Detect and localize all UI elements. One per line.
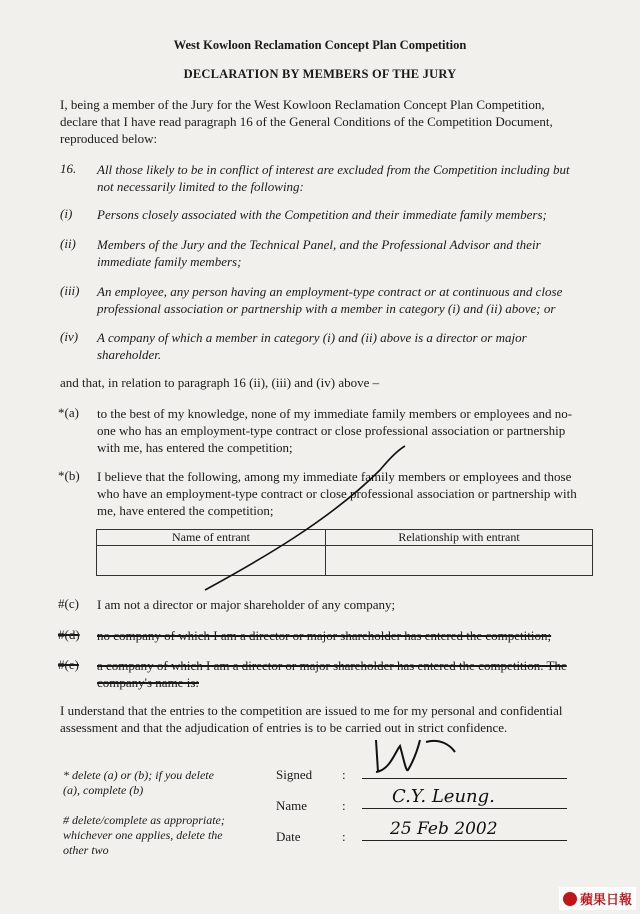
- clause-line: a company of which I am a director or major shareholder has entered the competition. The: [97, 658, 567, 673]
- clause-line: I believe that the following, among my immediate family members or employees and those: [97, 469, 572, 484]
- item-line: A company of which a member in category (i) and (ii) above is a director or major: [97, 330, 527, 345]
- note-line: # delete/complete as appropriate;: [63, 813, 225, 827]
- doc-title: West Kowloon Reclamation Concept Plan Competition: [173, 38, 467, 52]
- para16-line: not necessarily limited to the following:: [97, 179, 304, 194]
- item-line: immediate family members;: [97, 254, 242, 269]
- intro-line: declare that I have read paragraph 16 of the General Conditions of the Competition Document,: [60, 114, 553, 129]
- note-line: other two: [63, 843, 109, 857]
- name-colon: :: [342, 798, 346, 813]
- date-handwritten: 25 Feb 2002: [390, 819, 498, 839]
- table-header-name: Name of entrant: [97, 530, 326, 546]
- clause-b-number: *(b): [58, 468, 80, 483]
- item-number: (iv): [60, 329, 79, 344]
- clause-line: me, have entered the competition;: [97, 503, 274, 518]
- item-number: (i): [60, 206, 73, 221]
- intro-line: reproduced below:: [60, 131, 158, 146]
- intro-line: I, being a member of the Jury for the West Kowloon Reclamation Concept Plan Competition,: [60, 97, 545, 112]
- item-line: Persons closely associated with the Competition and their immediate family members;: [97, 207, 547, 222]
- understand-line: I understand that the entries to the competition are issued to me for my personal and confidential: [60, 703, 563, 718]
- item-line: shareholder.: [97, 347, 162, 362]
- table-header-relationship: Relationship with entrant: [326, 530, 593, 546]
- clause-c-text: I am not a director or major shareholder of any company;: [97, 597, 396, 612]
- note-line: whichever one applies, delete the: [63, 828, 223, 842]
- name-handwritten: C.Y. Leung.: [392, 786, 495, 807]
- logo-text: 蘋果日報: [579, 893, 632, 908]
- item-line: An employee, any person having an employment-type contract or at continuous and close: [97, 284, 563, 299]
- para16-line: All those likely to be in conflict of interest are excluded from the Competition including but: [97, 162, 570, 177]
- item-number: (iii): [60, 283, 80, 298]
- doc-subtitle: DECLARATION BY MEMBERS OF THE JURY: [183, 67, 457, 81]
- name-label: Name: [276, 798, 308, 813]
- date-label: Date: [276, 829, 301, 844]
- note-line: * delete (a) or (b); if you delete: [63, 768, 214, 782]
- item-line: Members of the Jury and the Technical Panel, and the Professional Advisor and their: [97, 237, 541, 252]
- date-colon: :: [342, 829, 346, 844]
- clause-d-text: no company of which I am a director or major shareholder has entered the competition;: [97, 628, 552, 643]
- clause-line: who have an employment-type contract or close professional association or partnership with: [97, 486, 577, 501]
- signature-mark: [376, 740, 455, 772]
- clause-line: with me, has entered the competition;: [97, 440, 293, 455]
- signed-colon: :: [342, 767, 346, 782]
- cancel-stroke: [205, 446, 405, 590]
- clause-line: one who has an employment-type contract or close professional association or partnership: [97, 423, 566, 438]
- signed-label: Signed: [276, 767, 313, 782]
- clause-e-number: #(e): [58, 657, 79, 672]
- clause-c-number: #(c): [58, 596, 79, 611]
- apple-icon: [563, 892, 577, 906]
- clause-line: to the best of my knowledge, none of my immediate family members or employees and no-: [97, 406, 573, 421]
- para16-number: 16.: [60, 161, 77, 176]
- understand-line: assessment and that the adjudication of entries is to be carried out in strict confidence.: [60, 720, 508, 735]
- note-line: (a), complete (b): [63, 783, 144, 797]
- newspaper-logo: [559, 887, 636, 910]
- clause-a-number: *(a): [58, 405, 79, 420]
- relation-text: and that, in relation to paragraph 16 (ii), (iii) and (iv) above –: [60, 375, 380, 390]
- clause-line: company's name is:: [97, 675, 199, 690]
- clause-d-number: #(d): [58, 627, 80, 642]
- item-number: (ii): [60, 236, 76, 251]
- item-line: professional association or partnership with a member in category (i) and (ii) above; or: [97, 301, 556, 316]
